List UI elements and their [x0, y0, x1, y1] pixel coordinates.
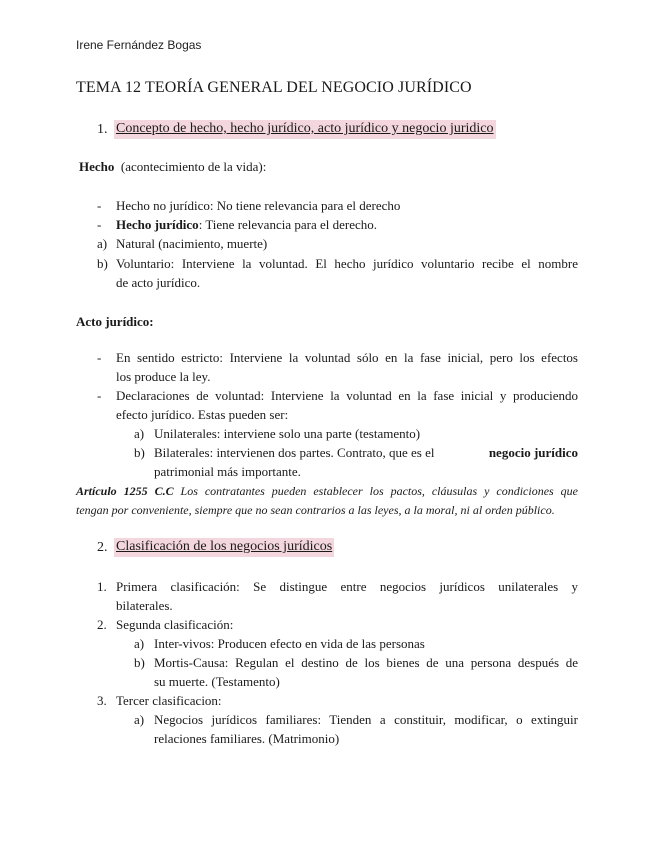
bilaterales-line1: [154, 444, 578, 462]
primera-clasificacion-line2: bilaterales.: [116, 598, 173, 613]
article-1255-line1: [76, 482, 578, 500]
article-text: Los contratantes pueden establecer los pactos, cláusulas y condiciones que: [180, 484, 578, 498]
list-marker: a): [134, 712, 145, 727]
mortis-causa-line1: Mortis-Causa: Regulan el destino de los bienes de una persona después de: [154, 655, 578, 670]
list-marker: 1.: [97, 579, 107, 594]
hecho-definition: [79, 158, 266, 176]
acto-juridico-label: Acto jurídico:: [76, 314, 154, 329]
section-1-number: 1.: [97, 122, 108, 137]
declaraciones-line2: efecto jurídico. Estas pueden ser:: [116, 407, 289, 422]
list-marker: a): [97, 236, 108, 251]
declaraciones-line1: Declaraciones de voluntad: Interviene la voluntad en la fase inicial y produciendo: [116, 388, 578, 403]
sentido-estricto-line2: los produce la ley.: [116, 369, 211, 384]
hecho-voluntario-line2: de acto jurídico.: [116, 275, 201, 290]
list-marker: b): [97, 256, 108, 271]
article-ref: Artículo 1255 C.C: [76, 484, 174, 498]
hecho-juridico-label: Hecho jurídico: [116, 217, 199, 232]
primera-clasificacion-line1: Primera clasificación: Se distingue entre negocios jurídicos unilaterales y: [116, 579, 578, 594]
bilaterales-line2: patrimonial más importante.: [154, 464, 301, 479]
hecho-description: (acontecimiento de la vida):: [120, 159, 267, 174]
negocio-juridico-emphasis: negocio jurídico: [488, 445, 578, 460]
list-marker: -: [97, 350, 102, 365]
list-marker: -: [97, 388, 102, 403]
list-marker: a): [134, 636, 145, 651]
hecho-label: Hecho: [79, 159, 115, 174]
list-marker: 2.: [97, 617, 107, 632]
unilaterales: Unilaterales: interviene solo una parte (testamento): [154, 426, 421, 441]
hecho-voluntario-line1: Voluntario: Interviene la voluntad. El hecho jurídico voluntario recibe el nombre: [116, 256, 578, 271]
list-marker: a): [134, 426, 145, 441]
list-marker: b): [134, 655, 145, 670]
hecho-natural: Natural (nacimiento, muerte): [116, 236, 268, 251]
list-marker: -: [97, 198, 102, 213]
page-title: TEMA 12 TEORÍA GENERAL DEL NEGOCIO JURÍDICO: [76, 79, 472, 96]
negocios-familiares-line1: Negocios jurídicos familiares: Tienden a constituir, modificar, o extinguir: [154, 712, 578, 727]
bilaterales-text: Bilaterales: intervienen dos partes. Contrato, que es el: [154, 445, 435, 460]
author-name: Irene Fernández Bogas: [76, 38, 202, 52]
hecho-juridico-text: : Tiene relevancia para el derecho.: [198, 217, 377, 232]
section-2-title: Clasificación de los negocios jurídicos: [114, 538, 334, 557]
segunda-clasificacion: Segunda clasificación:: [116, 617, 234, 632]
list-marker: b): [134, 445, 145, 460]
list-marker: 3.: [97, 693, 107, 708]
tercer-clasificacion: Tercer clasificacion:: [116, 693, 222, 708]
list-marker: -: [97, 217, 102, 232]
mortis-causa-line2: su muerte. (Testamento): [154, 674, 280, 689]
article-1255-line2: tengan por conveniente, siempre que no sean contrarios a las leyes, a la moral, ni al orden público.: [76, 503, 555, 517]
inter-vivos: Inter-vivos: Producen efecto en vida de las personas: [154, 636, 425, 651]
hecho-juridico: [116, 216, 377, 234]
negocios-familiares-line2: relaciones familiares. (Matrimonio): [154, 731, 340, 746]
section-2-number: 2.: [97, 540, 108, 555]
hecho-no-juridico: Hecho no jurídico: No tiene relevancia para el derecho: [116, 198, 401, 213]
sentido-estricto-line1: En sentido estricto: Interviene la voluntad sólo en la fase inicial, pero los efectos: [116, 350, 578, 365]
section-1-title: Concepto de hecho, hecho jurídico, acto jurídico y negocio juridico: [114, 120, 496, 139]
